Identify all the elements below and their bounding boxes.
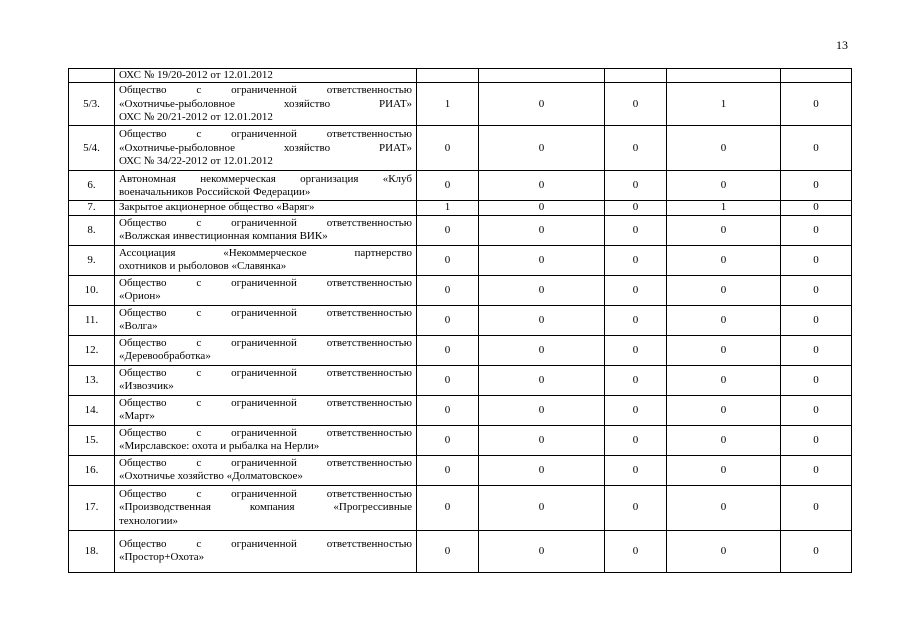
value-cell: 1 bbox=[667, 201, 781, 215]
row-number: 8. bbox=[69, 215, 115, 245]
organization-name bbox=[115, 425, 417, 455]
value-cell: 0 bbox=[605, 215, 667, 245]
value-cell: 0 bbox=[479, 201, 605, 215]
value-cell: 0 bbox=[605, 126, 667, 171]
organization-name bbox=[115, 171, 417, 201]
value-cell: 0 bbox=[605, 201, 667, 215]
organization-name-line: «Извозчик» bbox=[119, 380, 174, 393]
value-cell: 0 bbox=[479, 485, 605, 530]
value-cell: 0 bbox=[417, 455, 479, 485]
value-cell: 0 bbox=[605, 425, 667, 455]
value-cell: 0 bbox=[417, 530, 479, 572]
table-row bbox=[69, 485, 852, 530]
organization-name-line: ОХС № 19/20-2012 от 12.01.2012 bbox=[119, 69, 273, 81]
value-cell: 0 bbox=[781, 275, 852, 305]
organization-name bbox=[115, 215, 417, 245]
value-cell: 0 bbox=[781, 245, 852, 275]
value-cell: 0 bbox=[781, 305, 852, 335]
value-cell: 0 bbox=[781, 455, 852, 485]
value-cell: 0 bbox=[781, 425, 852, 455]
value-cell: 0 bbox=[667, 275, 781, 305]
value-cell: 0 bbox=[479, 455, 605, 485]
value-cell: 0 bbox=[781, 126, 852, 171]
value-cell: 0 bbox=[667, 455, 781, 485]
value-cell: 0 bbox=[605, 275, 667, 305]
value-cell: 0 bbox=[417, 171, 479, 201]
table-row bbox=[69, 305, 852, 335]
organization-name-line: «Простор+Охота» bbox=[119, 551, 205, 564]
organization-name-line: Общество с ограниченной ответственностью bbox=[119, 537, 412, 550]
table-row bbox=[69, 245, 852, 275]
organization-name-line: «Март» bbox=[119, 410, 155, 423]
value-cell: 0 bbox=[781, 201, 852, 215]
value-cell: 0 bbox=[417, 275, 479, 305]
table-row bbox=[69, 275, 852, 305]
organization-name-line: Общество с ограниченной ответственностью bbox=[119, 216, 412, 229]
value-cell: 0 bbox=[605, 245, 667, 275]
value-cell: 1 bbox=[667, 83, 781, 126]
value-cell: 0 bbox=[417, 425, 479, 455]
organization-name-line: технологии» bbox=[119, 514, 179, 527]
organization-name-line: Закрытое акционерное общество «Варяг» bbox=[119, 201, 315, 214]
row-number: 6. bbox=[69, 171, 115, 201]
table-row bbox=[69, 425, 852, 455]
table-row bbox=[69, 83, 852, 126]
value-cell: 0 bbox=[417, 245, 479, 275]
value-cell: 1 bbox=[417, 83, 479, 126]
value-cell: 0 bbox=[781, 530, 852, 572]
value-cell: 0 bbox=[479, 335, 605, 365]
organization-name-line: «Деревообработка» bbox=[119, 350, 211, 363]
value-cell: 0 bbox=[667, 395, 781, 425]
value-cell: 0 bbox=[479, 305, 605, 335]
value-cell: 0 bbox=[667, 245, 781, 275]
value-cell: 0 bbox=[667, 215, 781, 245]
value-cell: 0 bbox=[479, 171, 605, 201]
value-cell: 0 bbox=[479, 83, 605, 126]
organization-name-line: «Волжская инвестиционная компания ВИК» bbox=[119, 230, 328, 243]
row-number: 10. bbox=[69, 275, 115, 305]
value-cell: 0 bbox=[605, 365, 667, 395]
table-row bbox=[69, 215, 852, 245]
organization-name-line: Общество с ограниченной ответственностью bbox=[119, 396, 412, 409]
value-cell: 0 bbox=[479, 275, 605, 305]
table-row bbox=[69, 335, 852, 365]
row-number bbox=[69, 69, 115, 83]
value-cell: 0 bbox=[417, 365, 479, 395]
value-cell: 0 bbox=[667, 365, 781, 395]
row-number: 15. bbox=[69, 425, 115, 455]
value-cell: 0 bbox=[417, 395, 479, 425]
value-cell bbox=[667, 69, 781, 83]
organization-name-line: Общество с ограниченной ответственностью bbox=[119, 306, 412, 319]
table-row bbox=[69, 455, 852, 485]
value-cell bbox=[605, 69, 667, 83]
row-number: 5/4. bbox=[69, 126, 115, 171]
value-cell: 0 bbox=[605, 171, 667, 201]
organization-name-line: Общество с ограниченной ответственностью bbox=[119, 128, 412, 141]
value-cell: 0 bbox=[479, 365, 605, 395]
organization-name bbox=[115, 530, 417, 572]
value-cell: 0 bbox=[417, 126, 479, 171]
value-cell bbox=[479, 69, 605, 83]
organization-name bbox=[115, 335, 417, 365]
organization-name-line: «Производственная компания «Прогрессивные bbox=[119, 501, 412, 514]
organization-name-line: Общество с ограниченной ответственностью bbox=[119, 456, 412, 469]
value-cell: 0 bbox=[417, 215, 479, 245]
organization-name bbox=[115, 485, 417, 530]
value-cell: 0 bbox=[781, 83, 852, 126]
value-cell: 1 bbox=[417, 201, 479, 215]
page-number: 13 bbox=[836, 38, 848, 52]
value-cell: 0 bbox=[605, 455, 667, 485]
value-cell: 0 bbox=[605, 335, 667, 365]
table-row bbox=[69, 530, 852, 572]
value-cell: 0 bbox=[605, 83, 667, 126]
organization-name-line: «Охотничье-рыболовное хозяйство РИАТ» bbox=[119, 141, 412, 154]
organization-name-line: «Охотничье хозяйство «Долматовское» bbox=[119, 470, 303, 483]
organization-name bbox=[115, 201, 417, 215]
organization-name bbox=[115, 83, 417, 126]
organization-name-line: «Мирславское: охота и рыбалка на Нерли» bbox=[119, 440, 320, 453]
value-cell: 0 bbox=[479, 530, 605, 572]
value-cell: 0 bbox=[781, 365, 852, 395]
value-cell: 0 bbox=[781, 485, 852, 530]
row-number: 17. bbox=[69, 485, 115, 530]
table-row bbox=[69, 395, 852, 425]
value-cell: 0 bbox=[417, 335, 479, 365]
value-cell: 0 bbox=[479, 126, 605, 171]
organization-name-line: ОХС № 20/21-2012 от 12.01.2012 bbox=[119, 111, 273, 124]
table-row bbox=[69, 69, 852, 83]
organization-name bbox=[115, 455, 417, 485]
table-body bbox=[69, 69, 852, 573]
organization-name bbox=[115, 365, 417, 395]
row-number: 5/3. bbox=[69, 83, 115, 126]
value-cell: 0 bbox=[667, 485, 781, 530]
table-row bbox=[69, 171, 852, 201]
organization-name-line: Автономная некоммерческая организация «Клуб bbox=[119, 172, 412, 185]
value-cell: 0 bbox=[479, 215, 605, 245]
value-cell: 0 bbox=[605, 530, 667, 572]
value-cell bbox=[781, 69, 852, 83]
organization-name-line: Общество с ограниченной ответственностью bbox=[119, 487, 412, 500]
row-number: 12. bbox=[69, 335, 115, 365]
value-cell: 0 bbox=[417, 305, 479, 335]
organization-name-line: Общество с ограниченной ответственностью bbox=[119, 426, 412, 439]
row-number: 16. bbox=[69, 455, 115, 485]
value-cell: 0 bbox=[667, 305, 781, 335]
value-cell: 0 bbox=[667, 425, 781, 455]
value-cell: 0 bbox=[781, 395, 852, 425]
row-number: 7. bbox=[69, 201, 115, 215]
organization-name-line: Общество с ограниченной ответственностью bbox=[119, 336, 412, 349]
organizations-table bbox=[68, 68, 852, 573]
organization-name-line: военачальников Российской Федерации» bbox=[119, 185, 311, 198]
value-cell: 0 bbox=[479, 395, 605, 425]
value-cell: 0 bbox=[781, 171, 852, 201]
organization-name-line: Общество с ограниченной ответственностью bbox=[119, 84, 412, 97]
organization-name-line: Общество с ограниченной ответственностью bbox=[119, 366, 412, 379]
organization-name-line: Общество с ограниченной ответственностью bbox=[119, 276, 412, 289]
table-row bbox=[69, 365, 852, 395]
organization-name-line: «Охотничье-рыболовное хозяйство РИАТ» bbox=[119, 97, 412, 110]
organization-name-line: ОХС № 34/22-2012 от 12.01.2012 bbox=[119, 155, 273, 168]
organization-name bbox=[115, 395, 417, 425]
value-cell: 0 bbox=[479, 425, 605, 455]
value-cell: 0 bbox=[667, 126, 781, 171]
value-cell: 0 bbox=[605, 485, 667, 530]
value-cell: 0 bbox=[781, 335, 852, 365]
row-number: 13. bbox=[69, 365, 115, 395]
value-cell: 0 bbox=[667, 171, 781, 201]
organization-name bbox=[115, 245, 417, 275]
value-cell: 0 bbox=[479, 245, 605, 275]
organization-name-line: «Волга» bbox=[119, 320, 158, 333]
organization-name bbox=[115, 69, 417, 83]
table-row bbox=[69, 201, 852, 215]
row-number: 18. bbox=[69, 530, 115, 572]
organization-name-line: «Орион» bbox=[119, 290, 161, 303]
value-cell: 0 bbox=[781, 215, 852, 245]
value-cell: 0 bbox=[605, 305, 667, 335]
value-cell: 0 bbox=[605, 395, 667, 425]
value-cell: 0 bbox=[667, 335, 781, 365]
value-cell: 0 bbox=[667, 530, 781, 572]
value-cell bbox=[417, 69, 479, 83]
row-number: 9. bbox=[69, 245, 115, 275]
organization-name-line: охотников и рыболовов «Славянка» bbox=[119, 260, 287, 273]
value-cell: 0 bbox=[417, 485, 479, 530]
organization-name bbox=[115, 126, 417, 171]
row-number: 11. bbox=[69, 305, 115, 335]
organization-name-line: Ассоциация «Некоммерческое партнерство bbox=[119, 246, 412, 259]
row-number: 14. bbox=[69, 395, 115, 425]
organization-name bbox=[115, 275, 417, 305]
organization-name bbox=[115, 305, 417, 335]
table-row bbox=[69, 126, 852, 171]
